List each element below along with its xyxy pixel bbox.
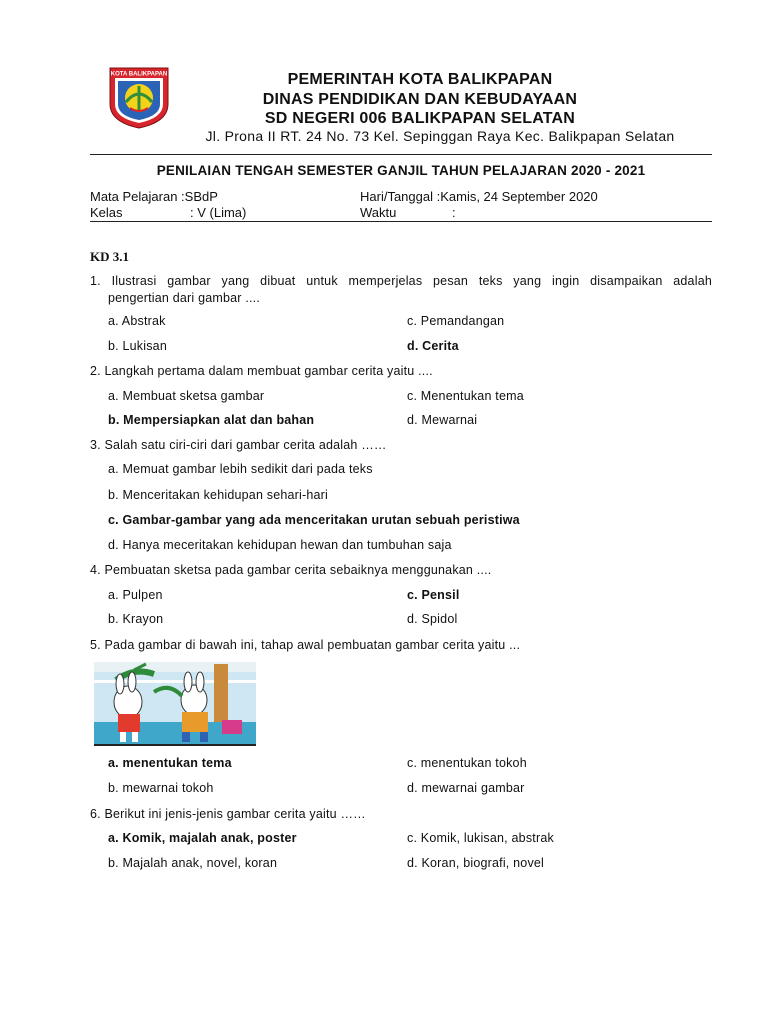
q3-option-b: b. Menceritakan kehidupan sehari-hari xyxy=(108,488,329,502)
subject-value: SBdP xyxy=(184,189,218,204)
subject-label: Mata Pelajaran : xyxy=(90,189,185,204)
q5-option-b: b. mewarnai tokoh xyxy=(108,781,214,795)
time-field xyxy=(360,205,456,220)
q6-option-a-answer: a. Komik, majalah anak, poster xyxy=(108,831,297,845)
q1-option-c: c. Pemandangan xyxy=(407,314,505,328)
question-2-text: 2. Langkah pertama dalam membuat gambar cerita yaitu .... xyxy=(90,364,433,378)
time-value: : xyxy=(452,205,456,220)
city-emblem-logo xyxy=(106,64,172,130)
q5-option-d: d. mewarnai gambar xyxy=(407,781,525,795)
header-department: DINAS PENDIDIKAN DAN KEBUDAYAAN xyxy=(262,91,578,108)
q1-option-d-answer: d. Cerita xyxy=(407,339,459,353)
question-4-text: 4. Pembuatan sketsa pada gambar cerita sebaiknya menggunakan .... xyxy=(90,563,492,577)
time-label: Waktu xyxy=(360,205,397,220)
meta-divider xyxy=(90,221,712,222)
exam-title: PENILAIAN TENGAH SEMESTER GANJIL TAHUN PELAJARAN 2020 - 2021 xyxy=(156,163,646,178)
class-value: : V (Lima) xyxy=(190,205,247,220)
header-divider xyxy=(90,154,712,155)
q2-option-c: c. Menentukan tema xyxy=(407,389,524,403)
date-field xyxy=(360,189,598,204)
header-school: SD NEGERI 006 BALIKPAPAN SELATAN xyxy=(264,110,576,127)
q2-option-d: d. Mewarnai xyxy=(407,413,478,427)
question-1 xyxy=(90,273,712,307)
q6-option-b: b. Majalah anak, novel, koran xyxy=(108,856,278,870)
q2-option-a: a. Membuat sketsa gambar xyxy=(108,389,265,403)
q4-option-b: b. Krayon xyxy=(108,612,164,626)
q1-option-b: b. Lukisan xyxy=(108,339,167,353)
subject-field xyxy=(90,189,218,204)
q6-option-d: d. Koran, biografi, novel xyxy=(407,856,545,870)
q1-option-a: a. Abstrak xyxy=(108,314,166,328)
story-illustration xyxy=(94,662,256,746)
q2-option-b-answer: b. Mempersiapkan alat dan bahan xyxy=(108,413,315,427)
svg-text:KOTA BALIKPAPAN: KOTA BALIKPAPAN xyxy=(110,71,168,78)
q6-option-c: c. Komik, lukisan, abstrak xyxy=(407,831,554,845)
header-address: Jl. Prona II RT. 24 No. 73 Kel. Sepinggan Raya Kec. Balikpapan Selatan xyxy=(205,128,675,144)
question-6-text: 6. Berikut ini jenis-jenis gambar cerita yaitu …… xyxy=(90,807,366,821)
kd-heading: KD 3.1 xyxy=(90,249,129,264)
q5-option-c: c. menentukan tokoh xyxy=(407,756,527,770)
question-5-text: 5. Pada gambar di bawah ini, tahap awal pembuatan gambar cerita yaitu ... xyxy=(90,638,521,652)
class-field xyxy=(90,205,246,220)
q3-option-c-answer: c. Gambar-gambar yang ada menceritakan urutan sebuah peristiwa xyxy=(108,513,520,527)
class-label: Kelas xyxy=(90,205,123,220)
q4-option-c-answer: c. Pensil xyxy=(407,588,460,602)
q5-option-a-answer: a. menentukan tema xyxy=(108,756,232,770)
date-label: Hari/Tanggal : xyxy=(360,189,441,204)
q4-option-a: a. Pulpen xyxy=(108,588,163,602)
question-3-text: 3. Salah satu ciri-ciri dari gambar cerita adalah …… xyxy=(90,438,387,452)
q3-option-d: d. Hanya meceritakan kehidupan hewan dan tumbuhan saja xyxy=(108,538,452,552)
question-1-text-cont: pengertian dari gambar .... xyxy=(108,291,261,305)
q4-option-d: d. Spidol xyxy=(407,612,458,626)
date-value: Kamis, 24 September 2020 xyxy=(440,189,598,204)
q3-option-a: a. Memuat gambar lebih sedikit dari pada teks xyxy=(108,462,373,476)
header-government: PEMERINTAH KOTA BALIKPAPAN xyxy=(287,71,553,88)
question-1-text: 1. Ilustrasi gambar yang dibuat untuk memperjelas pesan teks yang ingin disampaikan adalah xyxy=(90,274,712,288)
